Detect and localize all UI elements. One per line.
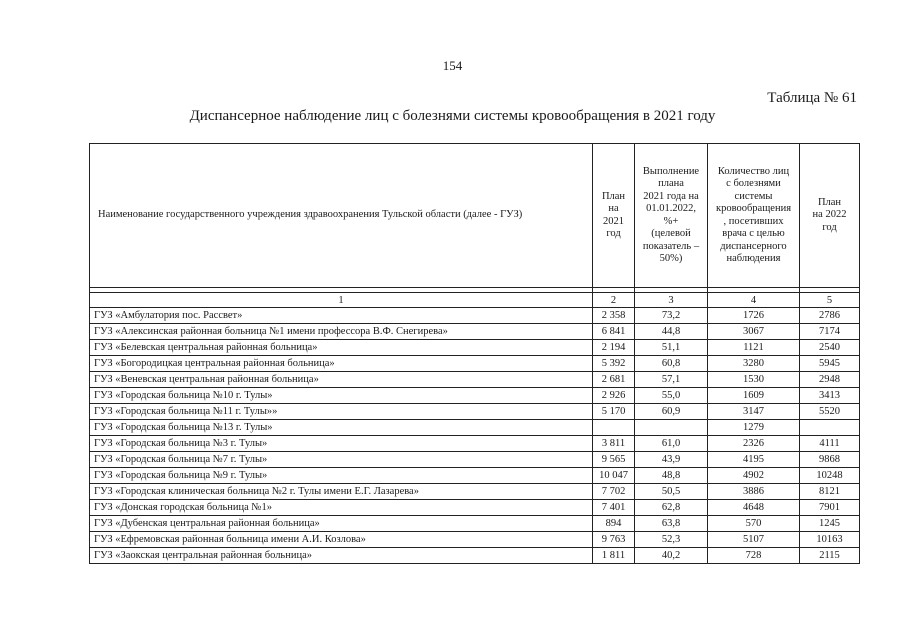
cell-plan-2022: 3413	[800, 388, 860, 404]
table-row	[90, 436, 860, 452]
header-plan-2022: План на 2022 год	[800, 144, 860, 288]
column-number-row	[90, 293, 860, 308]
cell-plan-2022: 10248	[800, 468, 860, 484]
cell-plan-2022: 2540	[800, 340, 860, 356]
table-row	[90, 356, 860, 372]
table-label: Таблица № 61	[767, 90, 857, 106]
cell-visits: 3886	[708, 484, 800, 500]
column-number: 4	[708, 293, 800, 308]
data-table	[89, 143, 860, 564]
cell-execution: 43,9	[635, 452, 708, 468]
cell-visits: 4902	[708, 468, 800, 484]
table-row	[90, 372, 860, 388]
cell-visits: 1121	[708, 340, 800, 356]
table-row	[90, 340, 860, 356]
table-row	[90, 548, 860, 564]
cell-name: ГУЗ «Городская больница №7 г. Тулы»	[90, 452, 593, 468]
header-execution: Выполнение плана 2021 года на 01.01.2022, %+ (целевой показатель – 50%)	[635, 144, 708, 288]
cell-plan-2021: 2 926	[593, 388, 635, 404]
cell-execution	[635, 420, 708, 436]
cell-execution: 50,5	[635, 484, 708, 500]
cell-visits: 2326	[708, 436, 800, 452]
table-row	[90, 516, 860, 532]
cell-execution: 61,0	[635, 436, 708, 452]
cell-visits: 5107	[708, 532, 800, 548]
cell-plan-2021: 7 401	[593, 500, 635, 516]
cell-plan-2022: 7174	[800, 324, 860, 340]
column-number: 3	[635, 293, 708, 308]
cell-visits: 1726	[708, 308, 800, 324]
cell-plan-2022: 10163	[800, 532, 860, 548]
cell-plan-2021: 9 763	[593, 532, 635, 548]
cell-plan-2022: 7901	[800, 500, 860, 516]
cell-visits: 1609	[708, 388, 800, 404]
table-header-row	[90, 144, 860, 288]
cell-plan-2021	[593, 420, 635, 436]
cell-plan-2021: 7 702	[593, 484, 635, 500]
table-row	[90, 500, 860, 516]
cell-name: ГУЗ «Богородицкая центральная районная больница»	[90, 356, 593, 372]
cell-plan-2022: 5520	[800, 404, 860, 420]
cell-plan-2021: 894	[593, 516, 635, 532]
column-number: 5	[800, 293, 860, 308]
cell-plan-2021: 2 194	[593, 340, 635, 356]
cell-name: ГУЗ «Веневская центральная районная больница»	[90, 372, 593, 388]
cell-plan-2021: 5 170	[593, 404, 635, 420]
cell-visits: 1279	[708, 420, 800, 436]
table-row	[90, 324, 860, 340]
cell-plan-2022: 8121	[800, 484, 860, 500]
cell-execution: 57,1	[635, 372, 708, 388]
header-name: Наименование государственного учреждения здравоохранения Тульской области (далее - ГУЗ)	[90, 144, 593, 288]
cell-plan-2022: 2786	[800, 308, 860, 324]
cell-plan-2021: 9 565	[593, 452, 635, 468]
cell-name: ГУЗ «Городская больница №9 г. Тулы»	[90, 468, 593, 484]
cell-plan-2021: 3 811	[593, 436, 635, 452]
cell-plan-2021: 1 811	[593, 548, 635, 564]
table-row	[90, 308, 860, 324]
table-row	[90, 404, 860, 420]
table-row	[90, 388, 860, 404]
cell-name: ГУЗ «Амбулатория пос. Рассвет»	[90, 308, 593, 324]
cell-visits: 4195	[708, 452, 800, 468]
cell-name: ГУЗ «Белевская центральная районная больница»	[90, 340, 593, 356]
cell-name: ГУЗ «Городская больница №10 г. Тулы»	[90, 388, 593, 404]
cell-plan-2022: 5945	[800, 356, 860, 372]
cell-plan-2022	[800, 420, 860, 436]
cell-visits: 3147	[708, 404, 800, 420]
cell-visits: 3067	[708, 324, 800, 340]
cell-plan-2022: 4111	[800, 436, 860, 452]
cell-name: ГУЗ «Городская больница №13 г. Тулы»	[90, 420, 593, 436]
cell-plan-2021: 10 047	[593, 468, 635, 484]
cell-visits: 570	[708, 516, 800, 532]
cell-visits: 1530	[708, 372, 800, 388]
column-number: 2	[593, 293, 635, 308]
table-row	[90, 484, 860, 500]
column-number: 1	[90, 293, 593, 308]
cell-execution: 40,2	[635, 548, 708, 564]
cell-execution: 63,8	[635, 516, 708, 532]
cell-execution: 51,1	[635, 340, 708, 356]
cell-execution: 62,8	[635, 500, 708, 516]
cell-plan-2022: 2948	[800, 372, 860, 388]
cell-name: ГУЗ «Донская городская больница №1»	[90, 500, 593, 516]
cell-plan-2021: 5 392	[593, 356, 635, 372]
cell-execution: 48,8	[635, 468, 708, 484]
cell-execution: 55,0	[635, 388, 708, 404]
cell-name: ГУЗ «Городская больница №11 г. Тулы»»	[90, 404, 593, 420]
cell-visits: 728	[708, 548, 800, 564]
table-row	[90, 420, 860, 436]
cell-name: ГУЗ «Дубенская центральная районная больница»	[90, 516, 593, 532]
cell-name: ГУЗ «Алексинская районная больница №1 имени профессора В.Ф. Снегирева»	[90, 324, 593, 340]
cell-execution: 60,8	[635, 356, 708, 372]
cell-visits: 3280	[708, 356, 800, 372]
header-visits: Количество лиц с болезнями системы кровообращения , посетивших врача с целью диспансерного наблюдения	[708, 144, 800, 288]
cell-plan-2021: 2 358	[593, 308, 635, 324]
cell-plan-2022: 1245	[800, 516, 860, 532]
table-row	[90, 532, 860, 548]
cell-plan-2022: 9868	[800, 452, 860, 468]
cell-plan-2021: 6 841	[593, 324, 635, 340]
cell-name: ГУЗ «Городская больница №3 г. Тулы»	[90, 436, 593, 452]
table-row	[90, 468, 860, 484]
document-title: Диспансерное наблюдение лиц с болезнями системы кровообращения в 2021 году	[189, 108, 716, 124]
header-plan-2021: План на 2021 год	[593, 144, 635, 288]
cell-execution: 52,3	[635, 532, 708, 548]
cell-name: ГУЗ «Заокская центральная районная больница»	[90, 548, 593, 564]
cell-execution: 60,9	[635, 404, 708, 420]
cell-plan-2022: 2115	[800, 548, 860, 564]
cell-execution: 44,8	[635, 324, 708, 340]
table-row	[90, 452, 860, 468]
cell-execution: 73,2	[635, 308, 708, 324]
cell-name: ГУЗ «Ефремовская районная больница имени А.И. Козлова»	[90, 532, 593, 548]
page-number: 154	[442, 58, 463, 73]
cell-visits: 4648	[708, 500, 800, 516]
cell-plan-2021: 2 681	[593, 372, 635, 388]
cell-name: ГУЗ «Городская клиническая больница №2 г. Тулы имени Е.Г. Лазарева»	[90, 484, 593, 500]
